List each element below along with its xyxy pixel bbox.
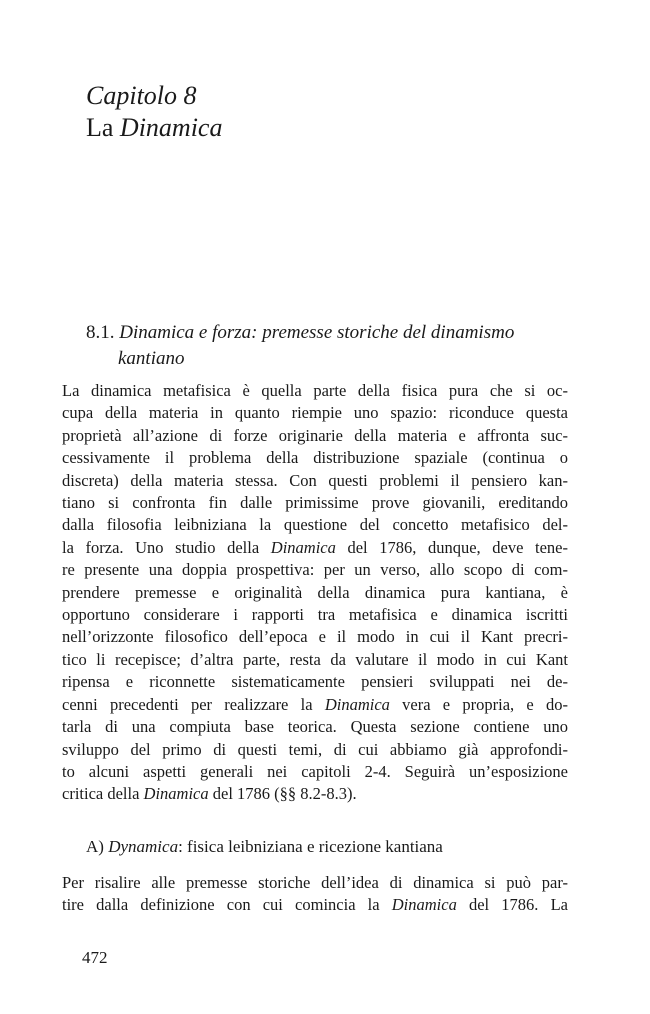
text-line <box>62 894 568 916</box>
text-segment: vera e propria, e do- <box>389 694 568 714</box>
subsection-italic: Dynamica <box>108 837 179 856</box>
section-number: 8.1. <box>86 322 115 343</box>
text-line <box>62 582 568 604</box>
subsection-prefix: A) <box>86 837 109 856</box>
chapter-heading <box>86 80 222 144</box>
text-segment: cessivamente il problema della distribuzione spaziale (continua o <box>62 448 568 468</box>
italic-title: Dinamica <box>324 694 390 714</box>
text-segment: tire dalla definizione con cui comincia la <box>62 895 392 915</box>
text-segment: cupa della materia in quanto riempie uno spazio: riconduce questa <box>62 403 568 423</box>
text-segment: prendere premesse e originalità della dinamica pura kantiana, è <box>62 582 568 602</box>
text-segment: del 1786 (§§ 8.2-8.3). <box>208 784 357 804</box>
text-segment: tico li recepisce; d’altra parte, resta da valutare il modo in cui Kant <box>62 649 568 669</box>
page-number: 472 <box>82 948 108 967</box>
text-segment: tarla di una compiuta base teorica. Questa sezione contiene uno <box>62 717 568 737</box>
text-segment: discreta) della materia stessa. Con questi problemi il pensiero kan- <box>62 470 568 490</box>
text-line <box>62 514 568 536</box>
text-segment: del 1786, dunque, deve tene- <box>335 537 568 557</box>
chapter-title <box>86 112 222 144</box>
text-line <box>62 626 568 648</box>
text-line <box>62 559 568 581</box>
chapter-title-prefix: La <box>86 113 120 142</box>
text-line <box>62 872 568 894</box>
text-segment: sviluppo del primo di questi temi, di cui abbiamo già approfondi- <box>62 739 568 759</box>
text-line <box>62 671 568 693</box>
text-segment: ripensa e riconnette sistematicamente pensieri sviluppati nei de- <box>62 672 568 692</box>
italic-title: Dinamica <box>143 784 209 804</box>
italic-title: Dinamica <box>391 895 457 915</box>
text-segment: critica della <box>62 784 144 804</box>
text-segment: proprietà all’azione di forze originarie della materia e affronta suc- <box>62 425 568 445</box>
section-title-line1: Dinamica e forza: premesse storiche del dinamismo <box>119 322 515 343</box>
text-segment: dalla filosofia leibniziana la questione del concetto metafisico del- <box>62 515 568 535</box>
text-segment: del 1786. La <box>456 895 568 915</box>
body-paragraph-1 <box>62 380 568 806</box>
subsection-heading <box>86 835 443 859</box>
italic-title: Dinamica <box>270 537 336 557</box>
section-heading <box>86 320 586 372</box>
chapter-label: Capitolo 8 <box>86 81 197 110</box>
text-segment: to alcuni aspetti generali nei capitoli 2-4. Seguirà un’esposizione <box>62 761 568 781</box>
text-line <box>62 604 568 626</box>
text-segment: re presente una doppia prospettiva: per un verso, allo scopo di com- <box>62 560 568 580</box>
text-line <box>62 783 568 805</box>
text-segment: La dinamica metafisica è quella parte della fisica pura che si oc- <box>62 381 568 400</box>
body-paragraph-2 <box>62 872 568 917</box>
text-line <box>62 716 568 738</box>
text-line <box>62 447 568 469</box>
subsection-rest: : fisica leibniziana e ricezione kantiana <box>178 837 443 856</box>
text-segment: nell’orizzonte filosofico dell’epoca e il modo in cui il Kant precri- <box>62 627 568 647</box>
text-segment: Per risalire alle premesse storiche dell’idea di dinamica si può par- <box>62 873 568 892</box>
text-line <box>62 380 568 402</box>
text-line <box>62 470 568 492</box>
text-line <box>62 649 568 671</box>
text-line <box>62 402 568 424</box>
text-segment: opportuno considerare i rapporti tra metafisica e dinamica iscritti <box>62 605 568 625</box>
section-title-line2: kantiano <box>118 348 185 369</box>
text-segment: la forza. Uno studio della <box>62 537 271 557</box>
text-line <box>62 694 568 716</box>
text-segment: cenni precedenti per realizzare la <box>62 694 325 714</box>
text-line <box>62 537 568 559</box>
text-line <box>62 761 568 783</box>
text-line <box>62 492 568 514</box>
chapter-title-italic: Dinamica <box>119 113 223 142</box>
text-line <box>62 739 568 761</box>
text-segment: tiano si confronta fin dalle primissime prove giovanili, ereditando <box>62 493 568 513</box>
text-line <box>62 425 568 447</box>
